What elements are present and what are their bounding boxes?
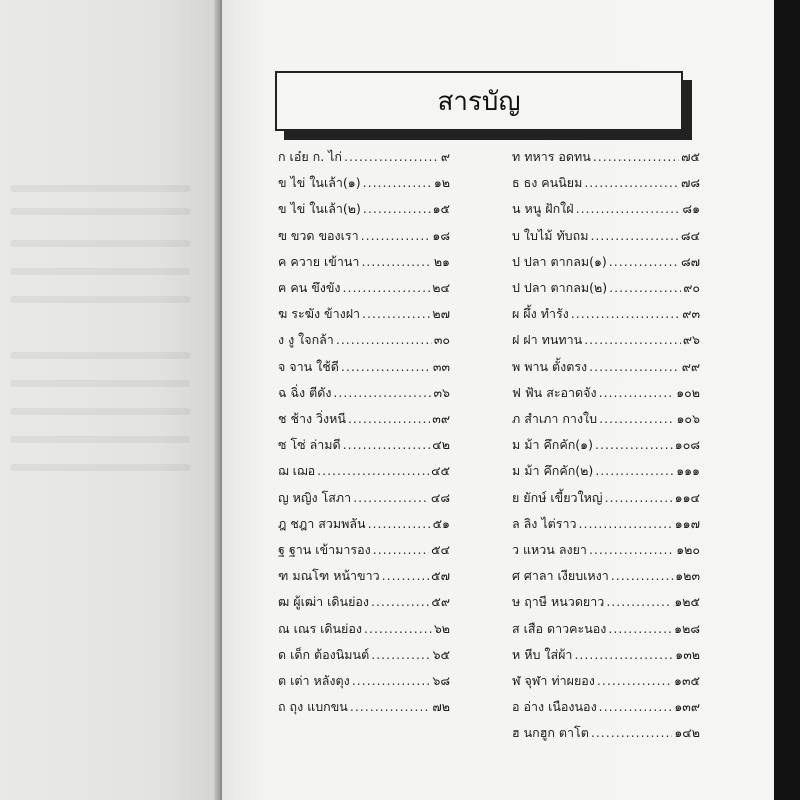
toc-entry-page-number: ๓๓ (432, 358, 450, 374)
toc-entry-page-number: ๒๔ (432, 280, 450, 295)
dot-leader (352, 673, 431, 688)
title-box (275, 71, 683, 131)
dot-leader (371, 647, 430, 662)
dot-leader (606, 594, 672, 609)
dot-leader (350, 699, 431, 714)
toc-entry (278, 435, 450, 455)
dot-leader (341, 359, 431, 374)
background-shadow (774, 0, 800, 800)
dot-leader (595, 437, 673, 452)
dot-leader (579, 516, 673, 531)
toc-entry-label: ต เต่า หลังตุง (278, 673, 350, 688)
dot-leader (361, 254, 431, 269)
toc-entry-page-number: ๔๒ (432, 437, 450, 453)
toc-entry-page-number: ๑๒๘ (674, 620, 700, 636)
toc-entry-page-number: ๗๘ (680, 175, 700, 191)
toc-entry (278, 671, 450, 691)
left-page (0, 0, 218, 800)
toc-entry-page-number: ๙ (440, 149, 450, 164)
toc-entry (278, 199, 450, 219)
toc-entry-page-number: ๑๐๖ (676, 411, 700, 426)
dot-leader (609, 280, 681, 295)
toc-entry (278, 697, 450, 717)
dot-leader (605, 490, 673, 505)
toc-entry-label: ค ควาย เข้านา (278, 253, 360, 269)
toc-entry-label: น หนู ฝักใฝ่ (512, 201, 574, 217)
toc-entry-page-number: ๔๘ (430, 489, 450, 505)
dot-leader (589, 542, 674, 557)
faded-text-line (10, 268, 190, 275)
toc-entry-label: ศ ศาลา เงียบเหงา (512, 568, 609, 584)
toc-entry (278, 566, 450, 586)
toc-entry-label: ก เอ๋ย ก. ไก่ (278, 149, 342, 164)
toc-entry-page-number: ๑๐๘ (674, 437, 700, 453)
toc-entry (278, 226, 450, 246)
toc-entry-page-number: ๑๒๓ (675, 568, 700, 584)
toc-entry-label: ส เสือ ดาวคะนอง (512, 620, 607, 636)
toc-entry-label: ฎ ชฎา สวมพลัน (278, 515, 366, 531)
toc-entry-label: ด เด็ก ต้องนิมนต์ (278, 646, 370, 662)
toc-entry (512, 697, 700, 717)
toc-entry-label: ฑ มณโฑ หน้าขาว (278, 568, 380, 584)
toc-entry-page-number: ๙๖ (682, 332, 700, 348)
dot-leader (599, 411, 674, 426)
toc-entry-page-number: ๘๑ (682, 201, 700, 217)
dot-leader (608, 621, 672, 636)
toc-entry (278, 514, 450, 534)
toc-entry-page-number: ๙๐ (683, 280, 700, 295)
toc-entry-page-number: ๑๓๙ (674, 699, 700, 715)
toc-entry-page-number: ๖๒ (433, 620, 450, 636)
dot-leader (362, 306, 430, 321)
toc-entry-label: จ จาน ใช้ดี (278, 358, 339, 374)
dot-leader (589, 359, 680, 374)
dot-leader (382, 568, 429, 583)
dot-leader (584, 175, 679, 190)
toc-entry (512, 645, 700, 665)
dot-leader (368, 516, 431, 531)
dot-leader (599, 699, 673, 714)
dot-leader (363, 201, 431, 216)
toc-entry (512, 566, 700, 586)
toc-entry (278, 383, 450, 403)
toc-entry (278, 409, 450, 429)
toc-entry-page-number: ๑๑๗ (674, 515, 700, 531)
faded-text-line (10, 380, 190, 387)
toc-entry (278, 147, 450, 167)
dot-leader (595, 463, 674, 478)
toc-entry-label: ข ไข่ ในเล้า(๒) (278, 201, 361, 217)
toc-entry (512, 461, 700, 481)
toc-entry-label: ภ สำเภา กางใบ (512, 411, 598, 426)
toc-entry (512, 173, 700, 193)
toc-entry-label: ป ปลา ตากลม(๑) (512, 253, 607, 269)
dot-leader (590, 228, 678, 243)
toc-entry-label: ฅ คน ขึงขัง (278, 280, 341, 295)
dot-leader (343, 437, 431, 452)
toc-entry-label: ฮ นกฮูก ตาโต (512, 725, 589, 741)
toc-entry-label: ฬ จุฬา ท่าผยอง (512, 673, 595, 688)
toc-entry-page-number: ๑๒๐ (676, 542, 700, 557)
toc-entry-page-number: ๕๙ (431, 594, 450, 610)
dot-leader (574, 647, 673, 662)
toc-entry-label: ฆ ระฆัง ข้างฝา (278, 306, 361, 322)
toc-entry (278, 619, 450, 639)
dot-leader (364, 621, 432, 636)
toc-entry-page-number: ๘๔ (680, 227, 700, 243)
faded-text-line (10, 208, 190, 215)
dot-leader (317, 463, 429, 478)
dot-leader (373, 542, 429, 557)
toc-entry-label: ห หีบ ใส่ผ้า (512, 646, 573, 662)
dot-leader (348, 411, 430, 426)
dot-leader (344, 149, 439, 164)
toc-entry (278, 304, 450, 324)
toc-entry-page-number: ๑๓๒ (675, 646, 700, 662)
toc-entry (512, 723, 700, 743)
toc-entry (278, 488, 450, 508)
toc-entry-label: ฐ ฐาน เข้ามารอง (278, 542, 371, 557)
toc-entry (512, 409, 700, 429)
toc-entry-label: อ อ่าง เนืองนอง (512, 699, 597, 715)
toc-entry (512, 357, 700, 377)
dot-leader (611, 568, 673, 583)
toc-entry-page-number: ๕๗ (431, 568, 450, 584)
faded-text-line (10, 408, 190, 415)
dot-leader (593, 149, 679, 164)
toc-entry (278, 278, 450, 298)
toc-entry (512, 304, 700, 324)
toc-entry-label: ล ลิง ไต่ราว (512, 515, 577, 531)
toc-entry-page-number: ๑๑๑ (676, 463, 700, 479)
dot-leader (609, 254, 679, 269)
dot-leader (361, 228, 431, 243)
toc-entry-page-number: ๓๖ (433, 384, 450, 400)
toc-entry-page-number: ๒๗ (432, 306, 450, 322)
dot-leader (597, 673, 672, 688)
toc-entry-page-number: ๑๕ (432, 201, 450, 217)
toc-entry (512, 619, 700, 639)
dot-leader (584, 332, 681, 347)
toc-entry-page-number: ๑๓๕ (674, 673, 700, 688)
toc-entry-label: ณ เณร เดินย่อง (278, 620, 362, 636)
toc-entry (512, 435, 700, 455)
toc-entry-page-number: ๓๙ (432, 411, 450, 426)
toc-entry-page-number: ๘๗ (680, 253, 700, 269)
faded-text-line (10, 185, 190, 192)
toc-entry (278, 461, 450, 481)
toc-entry-label: ท ทหาร อดทน (512, 149, 591, 164)
toc-entry-page-number: ๗๕ (681, 149, 700, 164)
faded-text-line (10, 296, 190, 303)
toc-entry (278, 330, 450, 350)
toc-entry-label: ฟ ฟัน สะอาดจัง (512, 384, 597, 400)
toc-entry-label: ซ โซ่ ล่ามดี (278, 437, 341, 453)
toc-entry-page-number: ๑๒ (433, 175, 450, 191)
toc-entry-label: พ พาน ตั้งตรง (512, 358, 588, 374)
dot-leader (343, 280, 431, 295)
toc-entry-label: บ ใบไม้ ทับถม (512, 227, 589, 243)
toc-entry (512, 278, 700, 298)
dot-leader (371, 594, 429, 609)
toc-entry (512, 147, 700, 167)
toc-entry-label: ฃ ขวด ของเรา (278, 227, 359, 243)
toc-entry-page-number: ๑๘ (432, 227, 450, 243)
toc-entry-page-number: ๕๑ (432, 515, 450, 531)
toc-entry-label: ธ ธง คนนิยม (512, 175, 583, 191)
toc-entry-label: ฉ ฉิ่ง ตีดัง (278, 384, 332, 400)
dot-leader (363, 175, 432, 190)
toc-entry-label: ฌ เฌอ (278, 463, 316, 479)
toc-entry-label: ช ช้าง วิ่งหนี (278, 411, 346, 426)
faded-text-line (10, 240, 190, 247)
faded-text-line (10, 436, 190, 443)
toc-entry-page-number: ๑๑๔ (674, 489, 700, 505)
toc-entry-label: ง งู ใจกล้า (278, 332, 334, 348)
toc-entry (512, 199, 700, 219)
toc-entry-label: ษ ฤาษี หนวดยาว (512, 594, 605, 610)
toc-entry-label: ป ปลา ตากลม(๒) (512, 280, 608, 295)
toc-entry (512, 592, 700, 612)
page-title: สารบัญ (437, 86, 521, 117)
dot-leader (353, 490, 429, 505)
toc-entry-page-number: ๖๕ (432, 646, 450, 662)
faded-text-line (10, 464, 190, 471)
toc-entry-page-number: ๕๔ (431, 542, 450, 557)
toc-entry-page-number: ๖๘ (432, 673, 450, 688)
toc-entry-label: ฒ ผู้เฒ่า เดินย่อง (278, 594, 370, 610)
toc-entry-page-number: ๓๐ (433, 332, 450, 348)
toc-entry-page-number: ๗๒ (432, 699, 450, 715)
dot-leader (333, 385, 431, 400)
toc-entry (278, 173, 450, 193)
toc-entry (512, 226, 700, 246)
toc-entry-page-number: ๑๒๕ (674, 594, 700, 610)
dot-leader (571, 306, 681, 321)
toc-entry (278, 645, 450, 665)
toc-entry-page-number: ๒๑ (433, 253, 450, 269)
toc-entry-label: ย ยักษ์ เขี้ยวใหญ่ (512, 489, 603, 505)
faded-text-line (10, 352, 190, 359)
toc-entry (278, 357, 450, 377)
dot-leader (576, 201, 681, 216)
toc-entry-page-number: ๔๕ (431, 463, 450, 479)
dot-leader (336, 332, 432, 347)
toc-entry-page-number: ๑๐๒ (676, 384, 700, 400)
toc-entry (512, 383, 700, 403)
toc-entry-label: ข ไข่ ในเล้า(๑) (278, 175, 361, 191)
toc-entry (512, 252, 700, 272)
toc-entry (278, 252, 450, 272)
toc-entry-page-number: ๙๙ (681, 358, 700, 374)
toc-entry (512, 514, 700, 534)
toc-entry-label: ม ม้า คึกคัก(๒) (512, 463, 594, 479)
toc-entry (278, 592, 450, 612)
dot-leader (591, 725, 673, 740)
toc-entry (512, 330, 700, 350)
toc-entry-label: ม ม้า คึกคัก(๑) (512, 437, 593, 453)
toc-entry-page-number: ๑๔๒ (674, 725, 700, 741)
toc-entry (512, 488, 700, 508)
toc-entry-label: ว แหวน ลงยา (512, 542, 587, 557)
toc-entry (512, 671, 700, 691)
toc-entry-label: ฝ ฝา ทนทาน (512, 332, 583, 348)
toc-entry-page-number: ๙๓ (682, 306, 700, 322)
toc-entry-label: ญ หญิง โสภา (278, 489, 352, 505)
toc-entry-label: ผ ผึ้ง ทำรัง (512, 306, 569, 322)
dot-leader (599, 385, 675, 400)
toc-entry (512, 540, 700, 560)
toc-entry (278, 540, 450, 560)
toc-entry-label: ถ ถุง แบกขน (278, 699, 348, 715)
